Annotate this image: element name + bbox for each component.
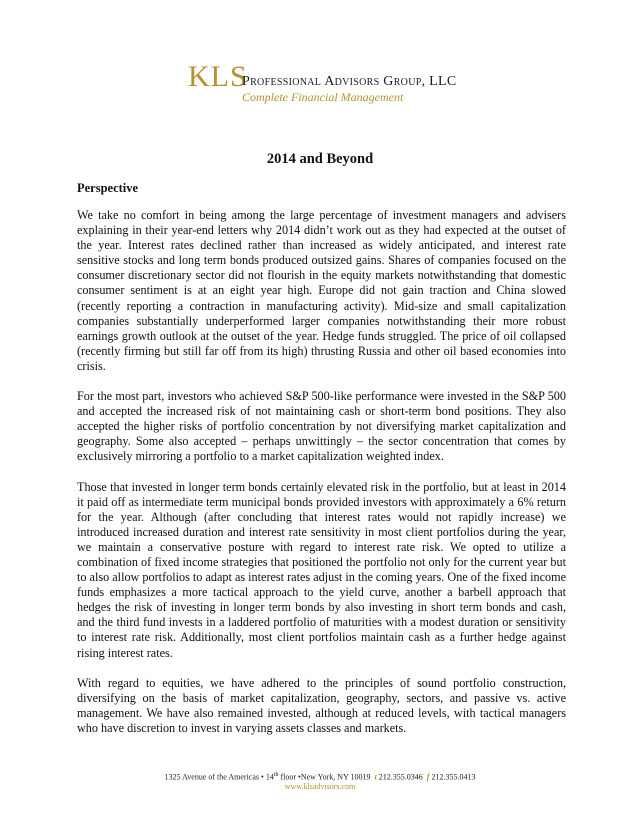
firm-name: Professional Advisors Group, LLC [242, 74, 457, 89]
footer-floor-suffix: th [273, 772, 279, 778]
footer-phone: 212.355.0346 [378, 772, 423, 782]
paragraph: Those that invested in longer term bonds certainly elevated risk in the portfolio, but at least in 2014 it paid off as intermediate term municipal bonds provided investors with approximately a 6% return for the year. Although (after concluding that interest rates would not rapidly increase) we introduced increased duration and interest rate sensitivity in most client portfolios during the year, we maintain a conservative posture with regard to interest rate risk. We opted to utilize a combination of fixed income strategies that positioned the portfolio not only for the current year but to also allow portfolios to adapt as interest rates adjust in the coming years. One of the fixed income funds emphasizes a more tactical approach to the yield curve, another a barbell approach that hedges the risk of investing in longer term bonds by also investing in short term bonds and cash, and the third fund invests in a laddered portfolio of maturities with a modest duration or sensitivity to interest rate risk. Additionally, most client portfolios maintain cash as a further hedge against rising interest rates. [77, 479, 566, 660]
footer-fax: 212.355.0413 [431, 772, 476, 782]
footer-city: floor •New York, NY 10019 [278, 772, 371, 782]
footer-website[interactable]: www.klsadvisors.com [284, 782, 356, 791]
company-logo: KLS [188, 60, 248, 93]
footer-street: 1325 Avenue of the Americas • 14 [164, 772, 274, 782]
fax-label: f [426, 772, 430, 782]
phone-label: t [374, 772, 377, 782]
paragraph: For the most part, investors who achieved S&P 500-like performance were invested in the S&P 500 and accepted the increased risk of not maintaining cash or short-term bond positions. They also accepted the higher risks of portfolio concentration by not diversifying market capitalization and geography. Some also accepted – perhaps unwittingly – the sector concentration that comes by exclusively mirroring a portfolio to a market capitalization weighted index. [77, 389, 566, 464]
document-title: 2014 and Beyond [266, 151, 374, 167]
firm-tagline: Complete Financial Management [242, 90, 404, 104]
letterhead [188, 62, 488, 108]
document-body [77, 208, 566, 751]
paragraph: We take no comfort in being among the large percentage of investment managers and advisers explaining in their year-end letters why 2014 didn’t work out as they had expected at the outset of the year. Interest rates declined rather than increased as widely anticipated, and interest rate sensitive stocks and long term bonds produced outsized gains. Shares of companies focused on the consumer discretionary sector did not flourish in the equity markets notwithstanding that domestic consumer sentiment is at an eight year high. Europe did not gain traction and China slowed (recently reporting a contraction in manufacturing activity). Mid-size and small capitalization companies substantially underperformed larger companies notwithstanding their more robust earnings growth outlook at the outset of the year. Hedge funds struggled. The price of oil collapsed (recently firming but still far off from its high) thrusting Russia and other oil based economies into crisis. [77, 208, 566, 373]
section-heading: Perspective [77, 181, 139, 195]
paragraph: With regard to equities, we have adhered to the principles of sound portfolio construction, diversifying on the basis of market capitalization, geography, sectors, and passive vs. active management. We have also remained invested, although at reduced levels, with tactical managers who have discretion to invest in varying assets classes and markets. [77, 675, 566, 735]
